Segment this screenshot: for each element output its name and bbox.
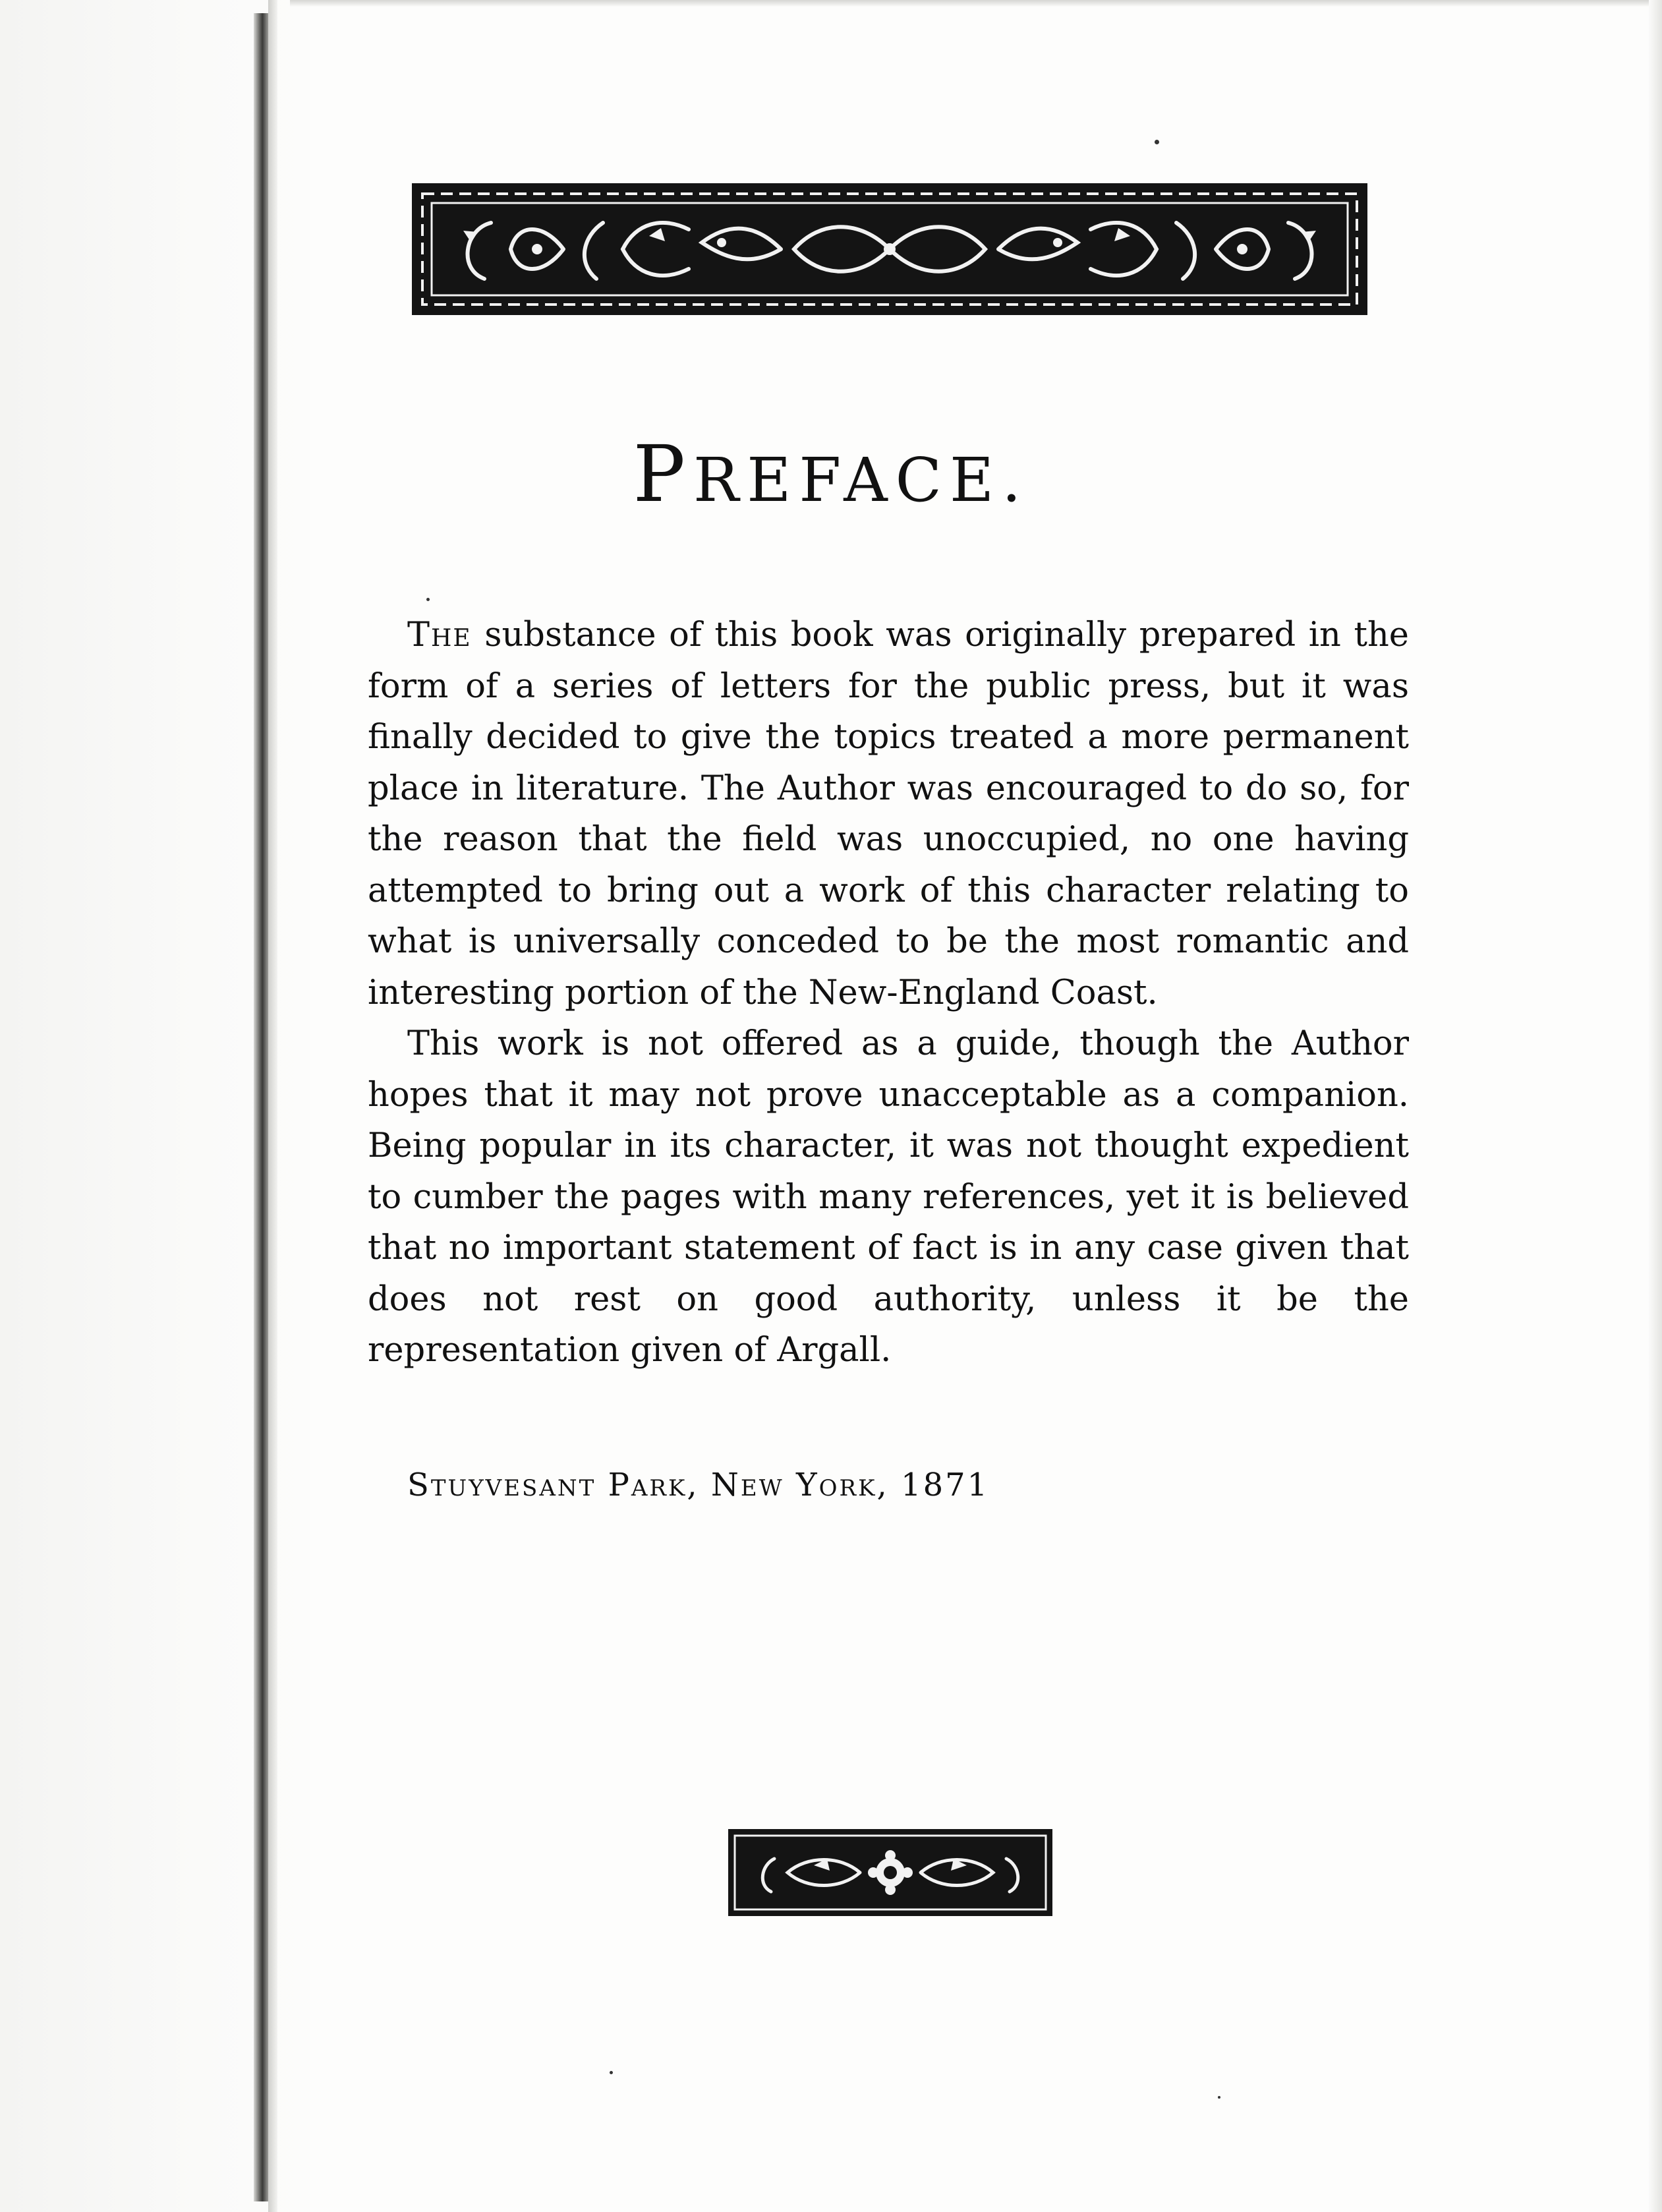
ink-speck: [1155, 140, 1159, 144]
binding-shadow: [254, 13, 268, 2201]
ink-speck: [1218, 2096, 1220, 2099]
ink-speck: [426, 598, 430, 601]
ink-speck: [610, 2071, 613, 2074]
paragraph-text: This work is not offered as a guide, though the Author hopes that it may not prove unacceptable as a companion. Being popular in its character, it was not thought expedient to cumber the pages with many references, yet it is believed that no important statement of fact is in any case given that does not rest on good authority, unless it be the representation given of Argall.: [368, 1024, 1409, 1370]
binding-edge: [268, 0, 277, 2212]
paragraph-1: [368, 610, 1409, 1018]
paragraph-2: [368, 1018, 1409, 1376]
signature-line: Stuyvesant Park, New York, 1871: [407, 1467, 990, 1503]
title-initial: P: [633, 428, 693, 519]
page-right-edge: [1649, 0, 1662, 2212]
headpiece-ornament: [412, 183, 1367, 315]
page-title: [0, 428, 1662, 519]
preface-body: [368, 610, 1409, 1376]
title-rest: REFACE.: [693, 445, 1029, 515]
tailpiece-ornament: [728, 1829, 1052, 1916]
paragraph-lead: The: [407, 616, 472, 655]
page-top-edge: [290, 0, 1662, 7]
paragraph-text: substance of this book was originally prepared in the form of a series of letters for the public press, but it was finally decided to give the topics treated a more permanent place in literature. The Author was encouraged to do so, for the reason that the field was unoccupied, no one having attempted to bring out a work of this character relating to what is universally conceded to be the most romantic and interesting portion of the New-England Coast.: [368, 616, 1409, 1012]
